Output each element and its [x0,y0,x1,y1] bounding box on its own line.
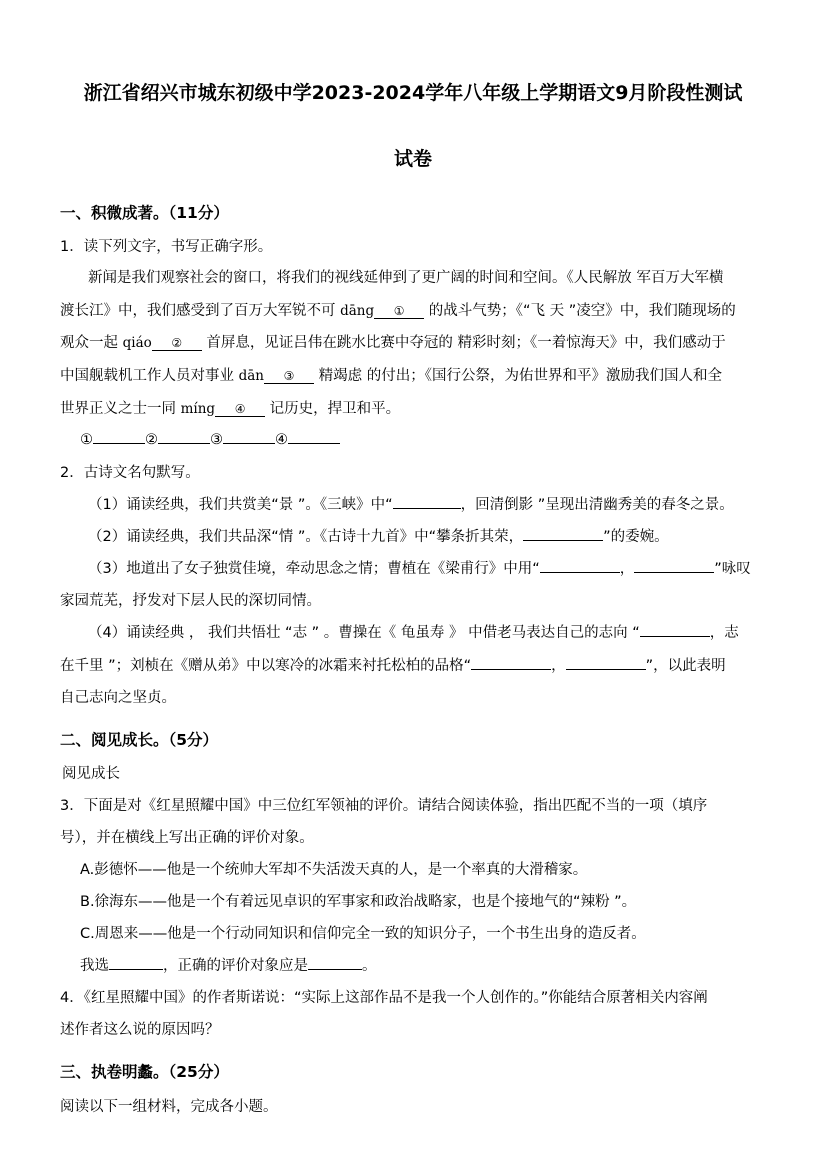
q2-item-3-cont: 家园荒芜，抒发对下层人民的深切同情。 [60,593,321,609]
answer-label: ① [80,432,93,448]
q2-item-4-cont [60,654,726,675]
text: 世界正义之士一同 [60,401,181,417]
q4-stem-cont: 述作者这么说的原因吗？ [60,1022,220,1038]
q3-stem: 3．下面是对《红星照耀中国》中三位红军领袖的评价。请结合阅读体验，指出匹配不当的一项（填序 [60,798,708,814]
text: 中国舰载机工作人员对事业 [60,368,239,384]
text: ， [619,561,635,577]
q1-para-line [60,364,722,385]
text: 的战斗气势；《“飞 天 ”凌空》中，我们随现场的 [424,303,736,319]
blank[interactable] [471,655,551,670]
q1-para-line [60,299,736,320]
blank-3[interactable]: ③ [264,369,314,384]
section-1-heading: 一、积微成著。（11分） [60,204,229,222]
answer-blank-2[interactable] [158,429,210,444]
q2-item-1 [88,493,734,514]
blank[interactable] [109,955,163,970]
blank-2[interactable]: ② [152,336,202,351]
page-title-cont: 试卷 [393,148,432,170]
answer-label: ② [145,432,158,448]
blank[interactable] [566,655,646,670]
text: ， [551,658,566,674]
blank[interactable] [634,558,714,573]
section-3-intro: 阅读以下一组材料，完成各小题。 [60,1099,278,1115]
q1-stem: 1．读下列文字，书写正确字形。 [60,239,273,255]
answer-blank-1[interactable] [93,429,145,444]
blank-1[interactable]: ① [374,304,424,319]
text: （1）诵读经典，我们共赏美“景 ”。《三峡》中“ [88,497,393,513]
text: （4）诵读经典 ， 我们共悟壮 “志 ” 。曹操在《 龟虽寿 》 中借老马表达自己的志向 “ [88,625,640,641]
pinyin: dān [238,368,264,384]
q1-para-line: 新闻是我们观察社会的窗口，将我们的视线延伸到了更广阔的时间和空间。《人民解放 军百万大军横 [88,270,724,286]
blank[interactable] [540,558,620,573]
blank[interactable] [640,622,710,637]
section-2-heading: 二、阅见成长。（5分） [60,731,219,749]
text: （2）诵读经典，我们共品深“情 ”。《古诗十九首》中“攀条折其荣， [88,529,524,545]
blank[interactable] [523,526,603,541]
text: 。 [362,958,377,974]
text: 观众一起 [60,335,123,351]
text: 首屏息，见证吕伟在跳水比赛中夺冠的 精彩时刻；《一着惊海天》中，我们感动于 [201,335,726,351]
answer-label: ④ [275,432,288,448]
text: ，回清倒影 ”呈现出清幽秀美的春冬之景。 [460,497,734,513]
q2-item-4-cont: 自己志向之坚贞。 [60,690,176,706]
q3-answer-line [80,954,377,975]
blank-4[interactable]: ④ [215,402,265,417]
q1-para-line [60,397,400,418]
answer-blank-4[interactable] [288,429,340,444]
text: 在千里 ”；刘桢在《赠从弟》中以寒冷的冰霜来衬托松柏的品格“ [60,658,472,674]
q3-stem-cont: 号），并在横线上写出正确的评价对象。 [60,830,314,846]
q3-option-a: A.彭德怀——他是一个统帅大军却不失活泼天真的人，是一个率真的大滑稽家。 [80,862,588,878]
q2-item-2 [88,525,669,546]
text: 渡长江》中，我们感受到了百万大军锐不可 [60,303,341,319]
pinyin: dāng [340,303,375,319]
q3-option-c: C.周恩来——他是一个行动同知识和信仰完全一致的知识分子，一个书生出身的造反者。 [80,926,646,942]
q1-para-line [60,331,726,352]
page-title: 浙江省绍兴市城东初级中学2023-2024学年八年级上学期语文9月阶段性测试 [83,82,743,104]
section-3-heading: 三、执卷明蠡。（25分） [60,1063,229,1081]
text: ”咏叹 [714,561,751,577]
answer-blank-3[interactable] [223,429,275,444]
text: ”，以此表明 [645,658,726,674]
text: 精竭虑 的付出；《国行公祭，为佑世界和平》激励我们国人和全 [314,368,722,384]
q3-option-b: B.徐海东——他是一个有着远见卓识的军事家和政治战略家，也是个接地气的“辣粉 ”。 [80,894,637,910]
q4-stem: 4．《红星照耀中国》的作者斯诺说：“实际上这部作品不是我一个人创作的。”你能结合原著相关内容阐 [60,990,708,1006]
pinyin: míng [180,401,216,417]
text: （3）地道出了女子独赏佳境，牵动思念之情；曹植在《梁甫行》中用“ [88,561,540,577]
text: ”的委婉。 [603,529,669,545]
section-2-subtitle: 阅见成长 [62,766,120,782]
q1-answer-line [80,429,340,448]
q2-stem: 2．古诗文名句默写。 [60,465,200,481]
text: 我选 [80,958,109,974]
answer-label: ③ [210,432,223,448]
text: 记历史，捍卫和平。 [265,401,401,417]
blank[interactable] [393,494,461,509]
q2-item-3 [88,557,751,578]
text: ，志 [709,625,739,641]
q2-item-4 [88,621,739,642]
text: ，正确的评价对象应是 [163,958,308,974]
blank[interactable] [308,955,362,970]
pinyin: qiáo [122,335,152,351]
